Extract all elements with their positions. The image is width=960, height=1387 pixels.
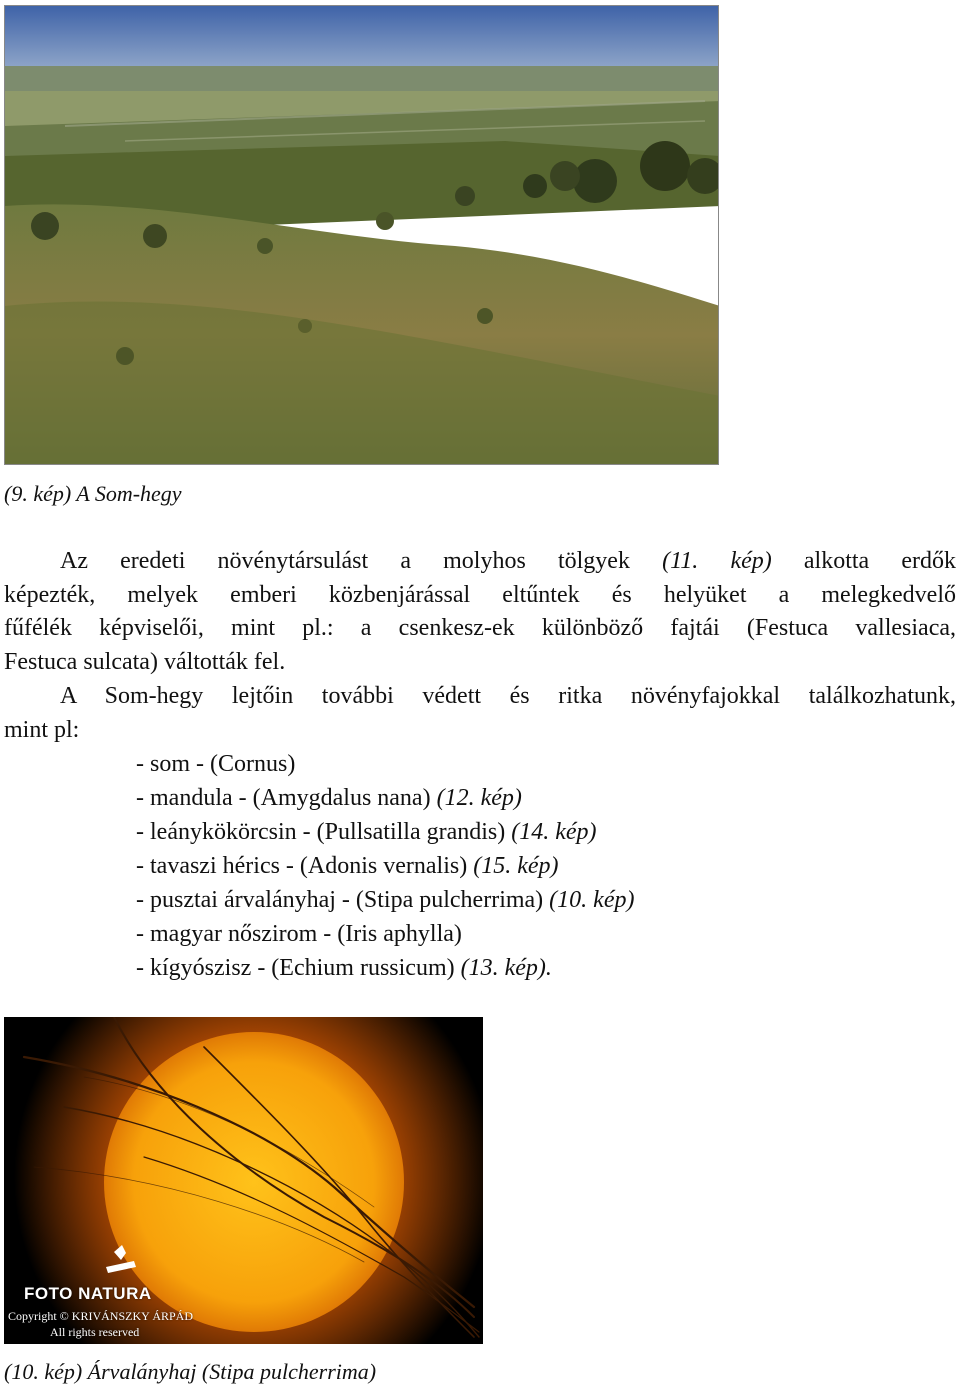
paragraph-1-line-3: fűfélék képviselői, mint pl.: a csenkesz-ek különböző fajtái (Festuca vallesiaca, xyxy=(4,615,956,641)
list-item xyxy=(136,917,634,951)
paragraph-1-line-1 xyxy=(4,545,956,579)
paragraph-1-line-2: képezték, melyek emberi közbenjárással eltűntek és helyüket a melegkedvelő xyxy=(4,581,956,608)
species-name: - kígyószisz - (Echium russicum) xyxy=(136,955,461,981)
figure-reference: (11. kép) xyxy=(662,548,772,574)
species-name: - tavaszi hérics - (Adonis vernalis) xyxy=(136,853,474,879)
figure-reference: (14. kép) xyxy=(511,819,597,845)
figure-reference: (15. kép) xyxy=(473,853,559,879)
figure-reference: (12. kép) xyxy=(436,785,522,811)
text-segment: Az eredeti növénytársulást a molyhos tölgyek xyxy=(60,548,663,574)
text-segment: alkotta erdők xyxy=(771,548,956,574)
list-item xyxy=(136,883,634,917)
figure-9-caption: (9. kép) A Som-hegy xyxy=(4,481,182,506)
watermark-rights: All rights reserved xyxy=(50,1325,140,1339)
species-name: - mandula - (Amygdalus nana) xyxy=(136,785,437,811)
paragraph-1 xyxy=(4,545,956,679)
paragraph-2 xyxy=(4,680,956,747)
list-item xyxy=(136,951,634,985)
stipa-sun-photo xyxy=(4,1017,483,1344)
figure-reference: (13. kép). xyxy=(460,955,552,981)
species-name: - leánykökörcsin - (Pullsatilla grandis) xyxy=(136,819,512,845)
species-name: - pusztai árvalányhaj - (Stipa pulcherrima) xyxy=(136,887,550,913)
som-hegy-photo xyxy=(4,5,719,465)
list-item xyxy=(136,815,634,849)
paragraph-2-line-1: A Som-hegy lejtőin további védett és ritka növényfajokkal találkozhatunk, xyxy=(60,683,956,709)
figure-10-caption: (10. kép) Árvalányhaj (Stipa pulcherrima) xyxy=(4,1359,377,1384)
list-item xyxy=(136,747,634,781)
watermark-brand: FOTO NATURA xyxy=(24,1284,152,1303)
watermark-copyright: Copyright © KRIVÁNSZKY ÁRPÁD xyxy=(8,1309,194,1323)
paragraph-1-line-4: Festuca sulcata) váltották fel. xyxy=(4,648,286,675)
list-item xyxy=(136,849,634,883)
list-item xyxy=(136,781,634,815)
species-name: - som - (Cornus) xyxy=(136,751,296,777)
paragraph-2-line-2: mint pl: xyxy=(4,716,80,743)
figure-reference: (10. kép) xyxy=(549,887,635,913)
species-list xyxy=(136,747,634,985)
species-name: - magyar nőszirom - (Iris aphylla) xyxy=(136,921,462,947)
som-hegy-landscape-image xyxy=(5,6,719,465)
